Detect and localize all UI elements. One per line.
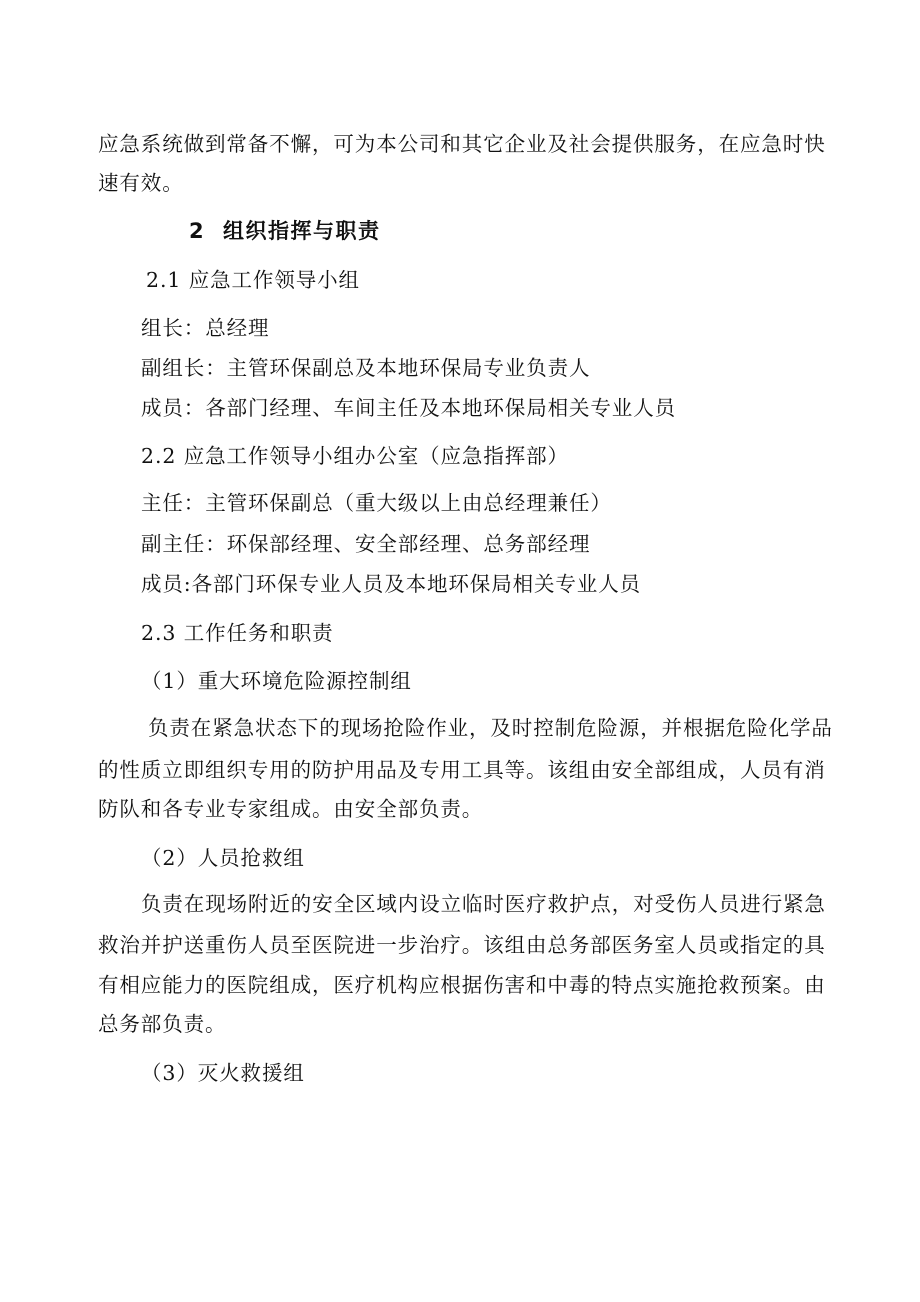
section-title: 组织指挥与职责 xyxy=(223,219,381,243)
deputy-director-line: 副主任：环保部经理、安全部经理、总务部经理 xyxy=(141,532,591,556)
group-1-line-3: 防队和各专业专家组成。由安全部负责。 xyxy=(98,797,484,821)
subsection-2-2-heading: 2.2 应急工作领导小组办公室（应急指挥部） xyxy=(141,444,569,468)
section-2-heading xyxy=(189,219,381,243)
group-1-line-1: 负责在紧急状态下的现场抢险作业，及时控制危险源，并根据危险化学品 xyxy=(148,716,833,740)
subsection-2-3-heading: 2.3 工作任务和职责 xyxy=(141,621,334,645)
deputy-leader-line: 副组长：主管环保副总及本地环保局专业负责人 xyxy=(141,356,591,380)
group-2-title: （2）人员抢救组 xyxy=(141,846,305,870)
intro-line-1: 应急系统做到常备不懈，可为本公司和其它企业及社会提供服务，在应急时快 xyxy=(98,132,826,156)
section-number: 2 xyxy=(189,219,206,243)
group-2-line-1: 负责在现场附近的安全区域内设立临时医疗救护点，对受伤人员进行紧急 xyxy=(141,892,826,916)
group-2-line-4: 总务部负责。 xyxy=(98,1012,227,1036)
intro-line-2: 速有效。 xyxy=(98,171,184,195)
group-2-line-3: 有相应能力的医院组成，医疗机构应根据伤害和中毒的特点实施抢救预案。由 xyxy=(98,973,826,997)
subsection-2-1-heading: 2.1 应急工作领导小组 xyxy=(146,268,360,292)
group-1-line-2: 的性质立即组织专用的防护用品及专用工具等。该组由安全部组成，人员有消 xyxy=(98,758,826,782)
members-line: 成员：各部门经理、车间主任及本地环保局相关专业人员 xyxy=(141,396,676,420)
office-members-line: 成员:各部门环保专业人员及本地环保局相关专业人员 xyxy=(141,572,642,596)
group-1-title: （1）重大环境危险源控制组 xyxy=(141,669,412,693)
director-line: 主任：主管环保副总（重大级以上由总经理兼任） xyxy=(141,491,612,515)
group-2-line-2: 救治并护送重伤人员至医院进一步治疗。该组由总务部医务室人员或指定的具 xyxy=(98,933,826,957)
leader-line: 组长：总经理 xyxy=(141,316,270,340)
group-3-title: （3）灭火救援组 xyxy=(141,1061,305,1085)
